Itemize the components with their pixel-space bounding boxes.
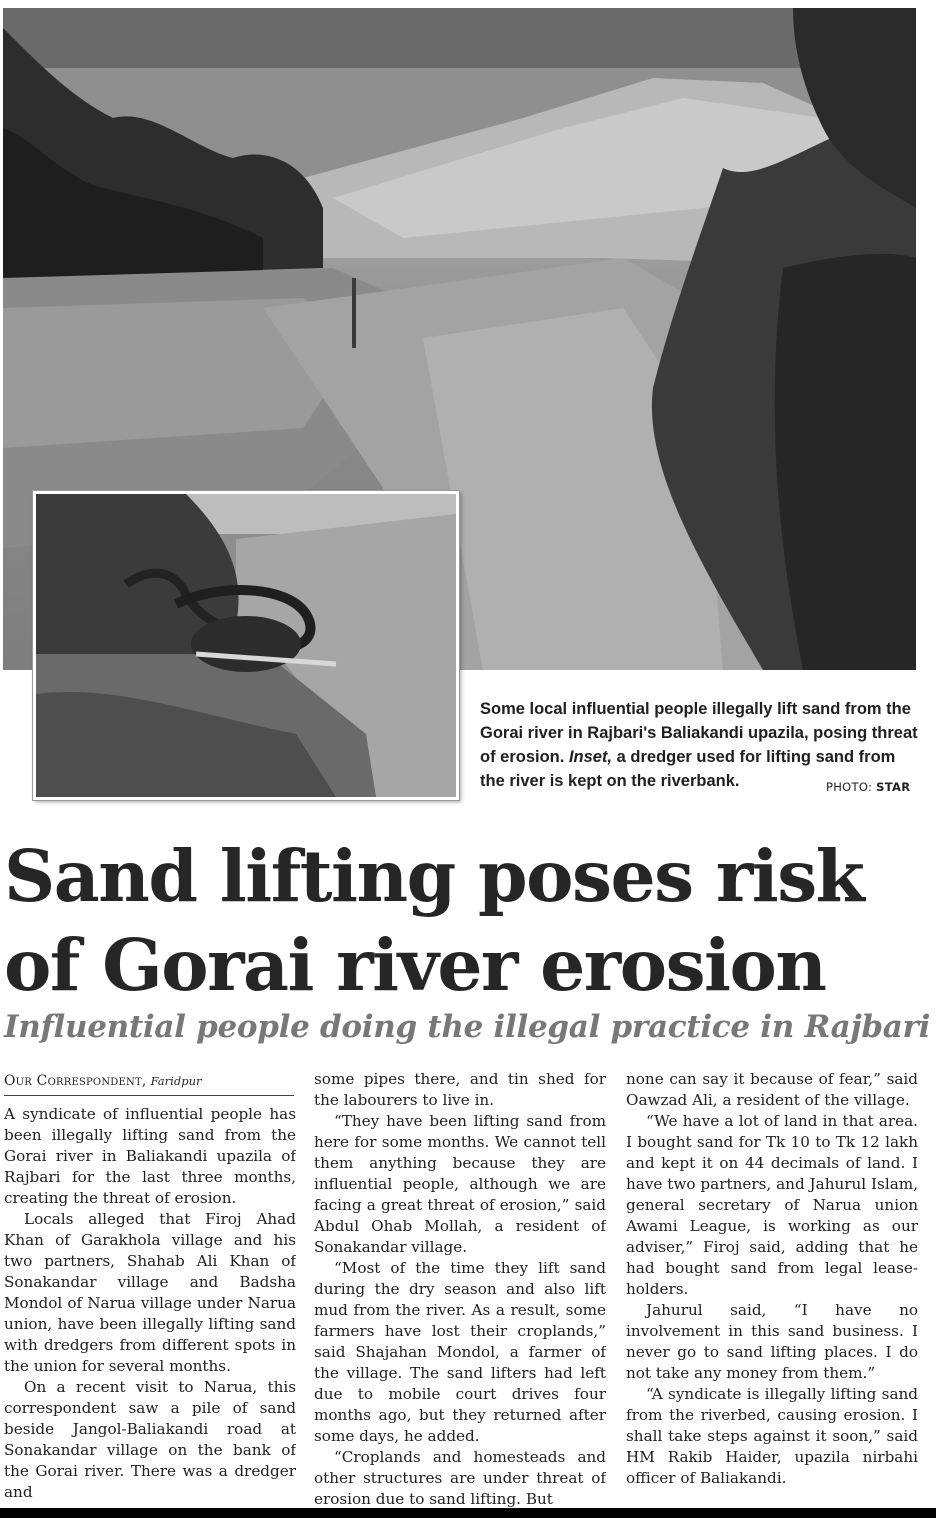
paragraph: Locals alleged that Firoj Ahad Khan of Garakhola village and his two partners, Shahab Ali Khan of Sonakandar village and Badsha Mondol of Narua village under Narua union, have been illegally lifting sand with dredgers from different spots in the union for several months.	[4, 1210, 296, 1375]
inset-photo	[33, 491, 459, 800]
paragraph: “We have a lot of land in that area. I bought sand for Tk 10 to Tk 12 lakh and kept it on 44 decimals of land. I have two partners, and Jahurul Islam, general secretary of Narua union Awami League, is working as our adviser,” Firoj said, adding that he had bought sand from legal lease-holders.	[626, 1112, 918, 1298]
photo-caption	[480, 697, 920, 793]
paragraph: “Croplands and homesteads and other structures are under threat of erosion due to sand lifting. But	[314, 1448, 606, 1508]
article-column-3	[626, 1069, 918, 1510]
headline: Sand lifting poses risk of Gorai river erosion	[4, 834, 864, 1007]
paragraph: “Most of the time they lift sand during the dry season and also lift mud from the river. As a result, some farmers have lost their croplands,” said Shajahan Mondol, a farmer of the village. The sand lifters had left due to mobile court drives four months ago, but they returned after some days, he added.	[314, 1259, 606, 1445]
paragraph: “A syndicate is illegally lifting sand from the riverbed, causing erosion. I shall take steps against it soon,” said HM Rakib Haider, upazila nirbahi officer of Baliakandi.	[626, 1385, 918, 1487]
paragraph: some pipes there, and tin shed for the labourers to live in.	[314, 1070, 606, 1109]
byline	[4, 1073, 294, 1096]
article-column-1	[4, 1104, 296, 1510]
paragraph: On a recent visit to Narua, this correspondent saw a pile of sand beside Jangol-Baliakandi road at Sonakandar village on the bank of the Gorai river. There was a dredger and	[4, 1378, 296, 1501]
caption-inset-label: Inset,	[568, 748, 613, 766]
byline-place: Faridpur	[150, 1074, 202, 1088]
photo-credit-source: STAR	[876, 780, 911, 794]
caption-inset-text: a dredger used for lifting sand from the river is kept on the riverbank.	[480, 748, 896, 790]
paragraph: “They have been lifting sand from here for some months. We cannot tell them anything because they are influential people, although we are facing a great threat of erosion,” said Abdul Ohab Mollah, a resident of Sonakandar village.	[314, 1112, 606, 1256]
byline-name: Our Correspondent,	[4, 1073, 147, 1089]
photo-credit	[826, 780, 910, 794]
paragraph: none can say it because of fear,” said Oawzad Ali, a resident of the village.	[626, 1070, 918, 1109]
caption-text: Some local influential people illegally lift sand from the Gorai river in Rajbari's Baliakandi upazila, posing threat of erosion.	[480, 700, 918, 766]
article-column-2	[314, 1069, 606, 1510]
dredger-image	[36, 494, 456, 797]
paragraph: Jahurul said, “I have no involvement in this sand business. I never go to sand lifting places. I do not take any money from them.”	[626, 1301, 918, 1382]
subheadline: Influential people doing the illegal practice in Rajbari	[4, 1009, 931, 1045]
photo-credit-label: PHOTO:	[826, 780, 873, 794]
paragraph: A syndicate of influential people has been illegally lifting sand from the Gorai river in Baliakandi upazila of Rajbari for the last three months, creating the threat of erosion.	[4, 1105, 296, 1207]
bottom-border	[0, 1508, 936, 1518]
